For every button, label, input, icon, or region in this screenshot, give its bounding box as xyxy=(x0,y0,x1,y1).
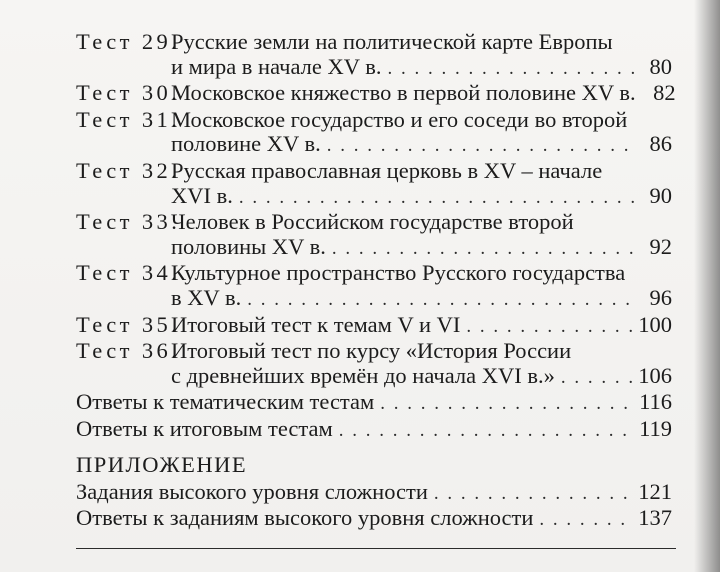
toc-entry-test-30[interactable] xyxy=(76,80,676,108)
entry-lead: Тест 30. xyxy=(76,80,181,106)
page-number: 116 xyxy=(639,389,672,415)
table-of-contents xyxy=(76,29,676,533)
entry-title-line: с древнейших времён до начала XVI в.» xyxy=(171,362,555,388)
entry-lead: Тест 32. xyxy=(76,157,181,183)
entry-lead: Тест 31. xyxy=(76,106,181,132)
page-edge-shadow xyxy=(694,0,720,572)
entry-title-line: половины XV в. xyxy=(171,233,326,259)
toc-entry-appendix-answers[interactable] xyxy=(76,506,672,533)
entry-lead: Тест 34. xyxy=(76,260,181,286)
entry-lead: Тест 35. xyxy=(76,311,181,337)
leader-dots xyxy=(561,366,632,391)
page-number: 100 xyxy=(638,311,672,337)
entry-lead: Тест 33. xyxy=(76,209,181,235)
leader-dots xyxy=(332,237,638,262)
leader-dots xyxy=(388,57,639,82)
page-number: 82 xyxy=(653,80,676,106)
toc-entry-test-29[interactable] xyxy=(76,30,672,81)
leader-dots xyxy=(466,315,632,340)
entry-title-line: Русская православная церковь в XV – начале xyxy=(171,157,603,183)
toc-entry-appendix-tasks[interactable] xyxy=(76,480,672,507)
toc-entry-answers-thematic[interactable] xyxy=(76,390,672,417)
entry-title-line: XVI в. xyxy=(171,182,233,208)
entry-title-line: Ответы к заданиям высокого уровня сложности xyxy=(76,505,534,531)
page-number: 96 xyxy=(649,284,672,310)
page-number: 137 xyxy=(638,505,672,531)
entry-title-line: Культурное пространство Русского государства xyxy=(171,260,626,286)
page-number: 121 xyxy=(638,478,672,504)
appendix-heading: ПРИЛОЖЕНИЕ xyxy=(76,451,248,477)
leader-dots xyxy=(434,482,632,507)
leader-dots xyxy=(247,288,638,313)
entry-title-line: Итоговый тест к темам V и VI xyxy=(171,311,461,337)
page-number: 92 xyxy=(649,233,672,259)
page-number: 106 xyxy=(638,362,672,388)
entry-title-line: половине XV в. xyxy=(171,131,321,157)
leader-dots xyxy=(339,419,633,444)
entry-title-line: Московское княжество в первой половине XV в. xyxy=(171,80,636,106)
toc-entry-test-32[interactable] xyxy=(76,159,672,210)
entry-title-line: Человек в Российском государстве второй xyxy=(171,209,574,235)
toc-entry-test-31[interactable] xyxy=(76,108,672,159)
entry-title-line: Ответы к тематическим тестам xyxy=(76,389,375,415)
toc-entry-test-35[interactable] xyxy=(76,313,672,340)
toc-entry-test-36[interactable] xyxy=(76,339,672,390)
leader-dots xyxy=(539,508,632,533)
leader-dots xyxy=(380,392,633,417)
entry-lead: Тест 29. xyxy=(76,29,181,54)
entry-title-line: и мира в начале XV в. xyxy=(171,53,382,79)
leader-dots xyxy=(239,186,638,211)
toc-entry-test-33[interactable] xyxy=(76,210,672,261)
toc-entry-test-34[interactable] xyxy=(76,261,672,312)
entry-title-line: Задания высокого уровня сложности xyxy=(76,478,428,504)
entry-lead: Тест 36. xyxy=(76,338,181,364)
leader-dots xyxy=(327,134,638,159)
entry-title-line: Русские земли на политической карте Европы xyxy=(171,29,613,54)
entry-title-line: Московское государство и его соседи во второй xyxy=(171,106,628,132)
page-number: 119 xyxy=(639,415,672,441)
page-number: 80 xyxy=(649,53,672,79)
entry-title-line: Ответы к итоговым тестам xyxy=(76,415,333,441)
page-number: 86 xyxy=(649,131,672,157)
footer-rule xyxy=(76,548,676,549)
entry-title-line: Итоговый тест по курсу «История России xyxy=(171,338,572,364)
entry-title-line: в XV в. xyxy=(171,284,242,310)
toc-entry-answers-final[interactable] xyxy=(76,417,672,444)
page-number: 90 xyxy=(649,182,672,208)
